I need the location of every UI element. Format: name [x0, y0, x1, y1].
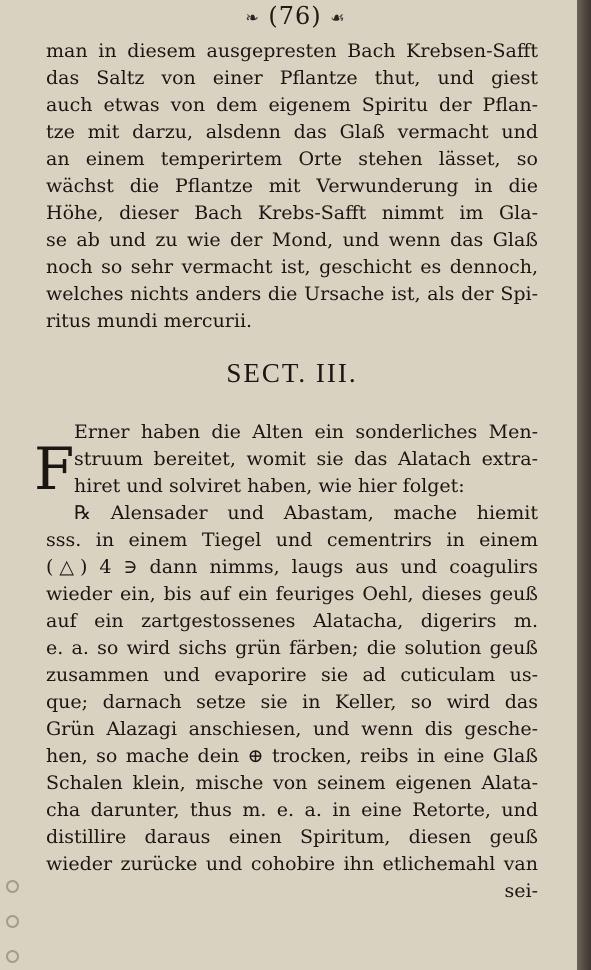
text-line: ritus mundi mercurii.	[46, 310, 253, 332]
text-line: auf ein zartgestossenes Alatacha, digerirs m.	[46, 610, 538, 632]
text-line: zusammen und evaporire sie ad cuticulam us-	[46, 664, 538, 686]
page-header	[0, 2, 591, 30]
text-line: se ab und zu wie der Mond, und wenn das Glaß	[46, 229, 538, 251]
text-line: que; darnach setze sie in Keller, so wird das	[46, 691, 538, 713]
ornament-right-icon: ☙	[330, 8, 346, 27]
text-line: Grün Alazagi anschiesen, und wenn dis gesche-	[46, 718, 538, 740]
text-line: e. a. so wird sichs grün färben; die solution geuß	[46, 637, 538, 659]
page-edge	[577, 0, 591, 970]
text-line: Höhe, dieser Bach Krebs-Safft nimmt im Gla-	[46, 202, 538, 224]
text-line: wieder zurücke und cohobire ihn etlichemahl van	[46, 853, 538, 875]
text-line: welches nichts anders die Ursache ist, als der Spi-	[46, 283, 538, 305]
text-line: das Saltz von einer Pflantze thut, und giest	[46, 67, 538, 89]
page-text	[34, 38, 538, 905]
text-line: auch etwas von dem eigenem Spiritu der Pflan-	[46, 94, 538, 116]
text-line: ℞ Alensader und Abastam, mache hiemit	[74, 502, 538, 524]
text-line: cha darunter, thus m. e. a. in eine Retorte, und	[46, 799, 538, 821]
text-line: distillire daraus einen Spiritum, diesen geuß	[46, 826, 538, 848]
page-number: (76)	[268, 2, 322, 30]
binding-hole	[6, 915, 19, 928]
text-line: (△) 4 ∋ dann nimms, laugs aus und coagulirs	[46, 556, 538, 578]
binding-hole	[6, 950, 19, 963]
drop-cap: F	[34, 435, 75, 503]
text-line: struum bereitet, womit sie das Alatach extra-	[74, 448, 538, 470]
binding-hole	[6, 880, 19, 893]
binding-holes	[6, 880, 22, 970]
text-line: noch so sehr vermacht ist, geschicht es dennoch,	[46, 256, 538, 278]
text-line: hiret und solviret haben, wie hier folget:	[74, 475, 465, 497]
text-line: man in diesem ausgepresten Bach Krebsen-Safft	[46, 40, 538, 62]
ornament-left-icon: ❧	[245, 8, 260, 27]
text-line: an einem temperirtem Orte stehen lässet, so	[46, 148, 538, 170]
catchword: sei-	[504, 880, 538, 902]
text-line: Schalen klein, mische von seinem eigenen Alata-	[46, 772, 538, 794]
text-line: Erner haben die Alten ein sonderliches Men-	[74, 421, 538, 443]
section-heading: SECT. III.	[226, 358, 358, 388]
text-line: tze mit darzu, alsdenn das Glaß vermacht und	[46, 121, 538, 143]
text-line: sss. in einem Tiegel und cementrirs in einem	[46, 529, 538, 551]
text-line: wächst die Pflantze mit Verwunderung in die	[46, 175, 538, 197]
text-line: wieder ein, bis auf ein feuriges Oehl, dieses geuß	[46, 583, 538, 605]
text-line: hen, so mache dein ⊕ trocken, reibs in eine Glaß	[46, 745, 538, 767]
